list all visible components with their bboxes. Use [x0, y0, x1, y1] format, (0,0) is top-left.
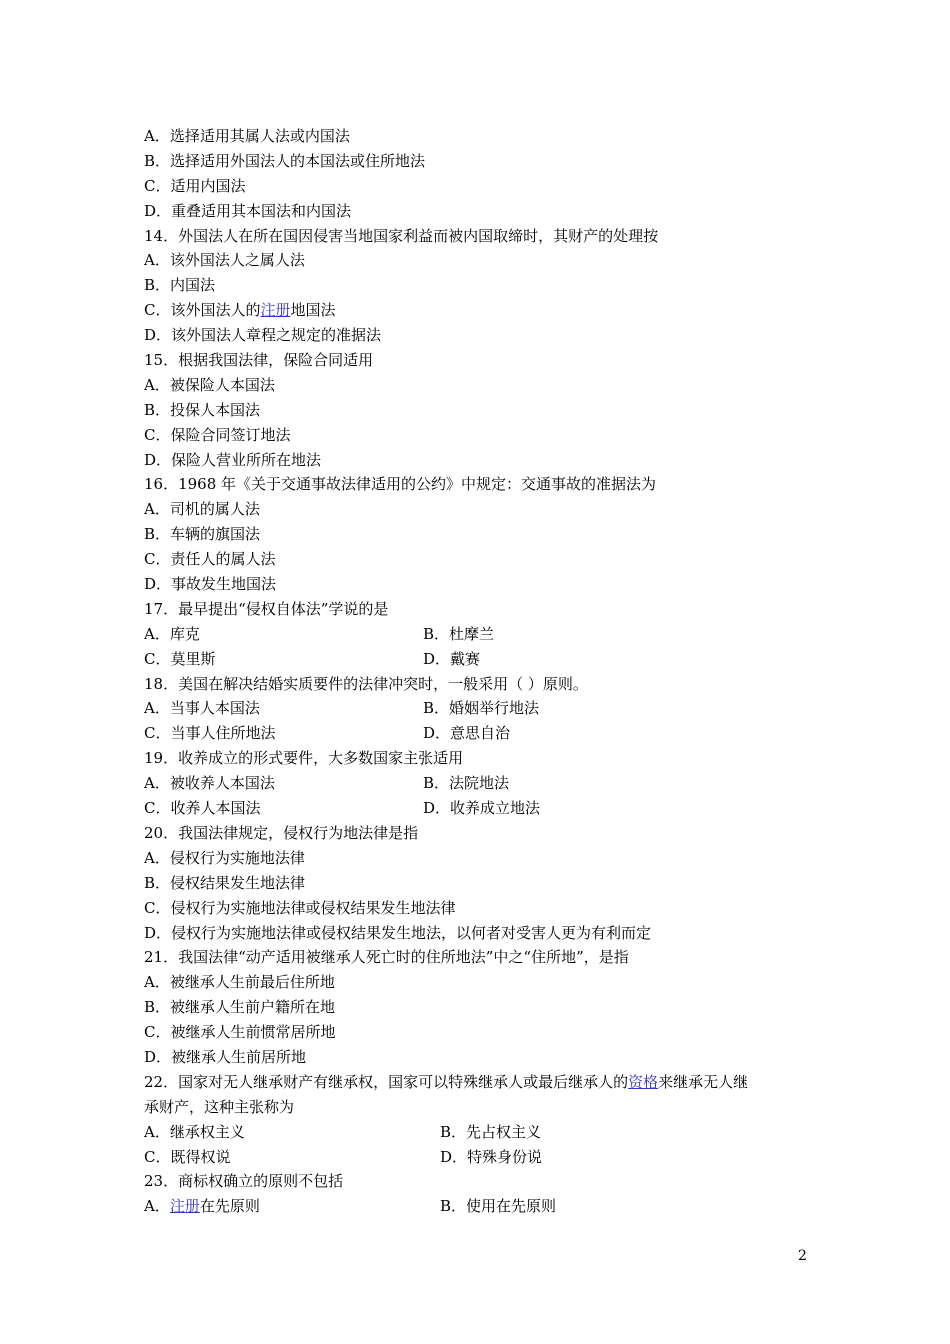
- option-line: A．选择适用其属人法或内国法: [144, 127, 350, 145]
- option-line: B．选择适用外国法人的本国法或住所地法: [144, 151, 426, 170]
- option-line: D．被继承人生前居所地: [144, 1047, 307, 1066]
- option-text: D．收养成立地法: [423, 799, 541, 818]
- option-line: B．车辆的旗国法: [144, 525, 261, 544]
- option-text: B．使用在先原则: [440, 1197, 557, 1216]
- option-row: [144, 771, 824, 796]
- option-row: [144, 721, 824, 746]
- option-line: B．内国法: [144, 276, 216, 295]
- option-text: 地国法: [290, 301, 336, 320]
- question-20: 20．我国法律规定，侵权行为地法律是指: [144, 823, 419, 842]
- option-line: D．保险人营业所所在地法: [144, 450, 322, 469]
- option-line: A．该外国法人之属人法: [144, 251, 305, 270]
- option-line: C．被继承人生前惯常居所地: [144, 1023, 336, 1042]
- question-18: 18．美国在解决结婚实质要件的法律冲突时，一般采用（ ）原则。: [144, 674, 588, 693]
- question-22: [144, 1070, 824, 1095]
- option-line: D．该外国法人章程之规定的准据法: [144, 326, 382, 345]
- option-text: C．当事人住所地法: [144, 724, 276, 743]
- option-line: C．适用内国法: [144, 176, 246, 195]
- option-row: [144, 647, 824, 672]
- question-text: 22．国家对无人继承财产有继承权，国家可以特殊继承人或最后继承人的: [144, 1072, 629, 1091]
- option-text: A．被收养人本国法: [144, 774, 275, 793]
- option-row: [144, 1145, 824, 1170]
- option-row: [144, 1194, 824, 1219]
- option-line: B．投保人本国法: [144, 400, 261, 419]
- question-text: 来继承无人继: [658, 1072, 749, 1091]
- question-21: 21．我国法律“动产适用被继承人死亡时的住所地法”中之“住所地”，是指: [144, 948, 629, 967]
- option-text: A．库克: [144, 624, 200, 643]
- option-text: C．既得权说: [144, 1147, 231, 1166]
- option-line: A．被保险人本国法: [144, 375, 275, 394]
- register-link[interactable]: 注册: [169, 1197, 200, 1216]
- option-text: C．莫里斯: [144, 649, 216, 668]
- register-link[interactable]: 注册: [260, 301, 291, 320]
- question-16: 16．1968 年《关于交通事故法律适用的公约》中规定：交通事故的准据法为: [144, 475, 657, 494]
- option-line: A．司机的属人法: [144, 500, 260, 519]
- option-row: [144, 796, 824, 821]
- question-14: 14．外国法人在所在国因侵害当地国家利益而被内国取缔时，其财产的处理按: [144, 226, 659, 245]
- option-text: A．: [144, 1197, 170, 1216]
- option-text: B．杜摩兰: [423, 624, 495, 643]
- option-text: D．特殊身份说: [440, 1147, 543, 1166]
- option-text: C．收养人本国法: [144, 799, 261, 818]
- question-15: 15．根据我国法律，保险合同适用: [144, 351, 374, 370]
- option-text: B．先占权主义: [440, 1122, 542, 1141]
- option-text: B．法院地法: [423, 774, 510, 793]
- option-line: D．侵权行为实施地法律或侵权结果发生地法，以何者对受害人更为有利而定: [144, 923, 652, 942]
- option-text: 在先原则: [199, 1197, 260, 1216]
- option-line: D．重叠适用其本国法和内国法: [144, 201, 352, 220]
- qualification-link[interactable]: 资格: [628, 1072, 659, 1091]
- option-line: A．侵权行为实施地法律: [144, 848, 305, 867]
- question-22-continued: 承财产，这种主张称为: [144, 1097, 295, 1116]
- option-line: A．被继承人生前最后住所地: [144, 973, 335, 992]
- option-text: A．当事人本国法: [144, 699, 260, 718]
- option-text: A．继承权主义: [144, 1122, 245, 1141]
- option-line: B．侵权结果发生地法律: [144, 873, 306, 892]
- option-row: [144, 696, 824, 721]
- option-line: B．被继承人生前户籍所在地: [144, 998, 336, 1017]
- option-line: C．保险合同签订地法: [144, 425, 291, 444]
- question-list: [144, 124, 824, 1219]
- option-line: C．侵权行为实施地法律或侵权结果发生地法律: [144, 898, 456, 917]
- option-line: [144, 298, 824, 323]
- question-23: 23．商标权确立的原则不包括: [144, 1172, 344, 1191]
- option-row: [144, 1120, 824, 1145]
- option-text: C．该外国法人的: [144, 301, 261, 320]
- question-17: 17．最早提出“侵权自体法”学说的是: [144, 599, 389, 618]
- question-19: 19．收养成立的形式要件，大多数国家主张适用: [144, 749, 464, 768]
- option-text: B．婚姻举行地法: [423, 699, 540, 718]
- option-text: D．戴赛: [423, 649, 481, 668]
- option-text: D．意思自治: [423, 724, 511, 743]
- option-line: C．责任人的属人法: [144, 550, 276, 569]
- option-line: D．事故发生地国法: [144, 575, 277, 594]
- page-number: 2: [798, 1248, 807, 1264]
- option-row: [144, 622, 824, 647]
